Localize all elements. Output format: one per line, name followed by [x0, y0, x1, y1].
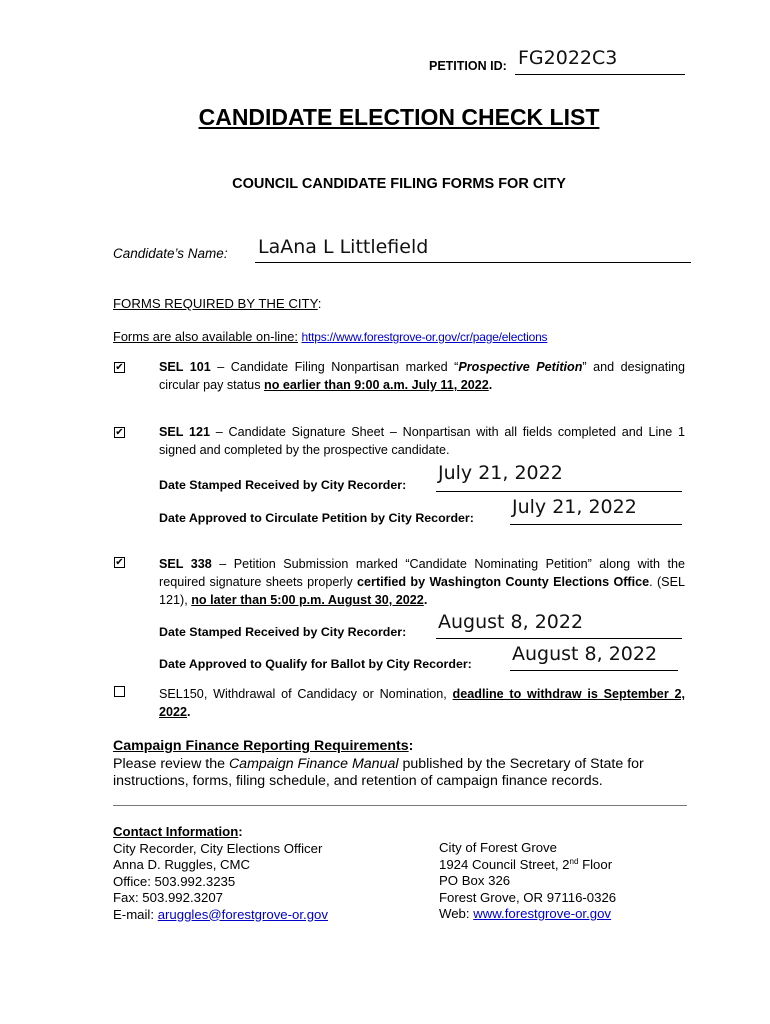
campaign-finance-heading: Campaign Finance Reporting Requirements — [113, 738, 409, 754]
page-title: CANDIDATE ELECTION CHECK LIST — [198, 104, 600, 130]
sel-121-item — [159, 423, 685, 459]
city-web-row — [439, 906, 616, 923]
contact-heading-colon: : — [238, 824, 243, 839]
contact-right — [439, 840, 616, 923]
sel-101-end: . — [488, 378, 493, 392]
sel-121-approved-label: Date Approved to Circulate Petition by City Recorder: — [159, 511, 474, 525]
sel-338-certified: certified by Washington County Elections Office — [357, 575, 650, 589]
sel-121-received-label: Date Stamped Received by City Recorder: — [159, 478, 407, 492]
sel-101-item — [159, 358, 685, 394]
contact-left — [113, 824, 328, 923]
sel-121-approved-date[interactable]: July 21, 2022 — [512, 496, 637, 518]
sel-338-received-label: Date Stamped Received by City Recorder: — [159, 625, 407, 639]
elections-link[interactable]: https://www.forestgrove-or.gov/cr/page/elections — [301, 330, 548, 344]
email-link[interactable]: aruggles@forestgrove-or.gov — [157, 906, 328, 922]
sel-338-text-cont: . (SEL 121), — [159, 575, 685, 607]
contact-heading: Contact Information — [113, 824, 239, 839]
sel-101-deadline: no earlier than 9:00 a.m. July 11, 2022 — [264, 378, 489, 392]
sel-338-received-date[interactable]: August 8, 2022 — [438, 611, 584, 633]
page-subtitle: COUNCIL CANDIDATE FILING FORMS FOR CITY — [232, 176, 566, 192]
campaign-manual-title: Campaign Finance Manual — [228, 755, 399, 772]
candidate-name-field[interactable]: LaAna L Littlefield — [258, 236, 429, 258]
sel-338-deadline: no later than 5:00 p.m. August 30, 2022 — [191, 593, 424, 607]
contact-role: City Recorder, City Elections Officer — [113, 840, 323, 856]
sel-121-received-date[interactable]: July 21, 2022 — [438, 462, 563, 484]
email-label: E-mail: — [113, 906, 158, 922]
sel-121-checkbox[interactable]: ✔ — [115, 427, 124, 438]
campaign-finance-text — [113, 756, 687, 791]
sel-338-approved-date[interactable]: August 8, 2022 — [512, 643, 658, 665]
sel-150-item — [159, 685, 685, 721]
website-link[interactable]: www.forestgrove-or.gov — [473, 906, 612, 921]
sel-150-text: SEL150, Withdrawal of Candidacy or Nomination, — [159, 687, 453, 701]
city-address — [439, 857, 616, 874]
sel-121-text: – Candidate Signature Sheet – Nonpartisan with all fields completed and Line 1 signed and completed by the prospective candidate. — [159, 425, 685, 457]
forms-required-text: FORMS REQUIRED BY THE CITY — [113, 296, 318, 311]
city-state-zip: Forest Grove, OR 97116-0326 — [439, 889, 617, 905]
address-street: 1924 Council Street, 2 — [439, 856, 570, 872]
candidate-name-label: Candidate’s Name: — [113, 246, 228, 261]
sel-338-end: . — [423, 593, 428, 607]
address-floor: Floor — [578, 856, 613, 872]
forms-required-heading — [113, 296, 321, 311]
web-label: Web: — [439, 906, 474, 921]
petition-id-field[interactable]: FG2022C3 — [518, 47, 618, 69]
campaign-text-2: published by the Secretary of State for instructions, forms, filing schedule, and retention of campaign finance records. — [113, 755, 644, 789]
online-forms-text: Forms are also available on-line: — [113, 329, 298, 344]
section-divider — [113, 805, 687, 806]
address-sup: nd — [569, 856, 579, 866]
campaign-text-1: Please review the — [113, 755, 229, 772]
sel-101-text-cont: ” and designating circular pay status — [159, 360, 686, 392]
sel-338-checkbox[interactable]: ✔ — [115, 557, 124, 568]
city-name: City of Forest Grove — [439, 840, 557, 855]
city-po-box: PO Box 326 — [439, 873, 511, 888]
campaign-finance-colon: : — [408, 738, 414, 754]
sel-338-approved-label: Date Approved to Qualify for Ballot by City Recorder: — [159, 657, 472, 671]
contact-email-row — [113, 907, 328, 924]
petition-id-label: PETITION ID: — [429, 59, 507, 73]
sel-101-emphasis: Prospective Petition — [458, 360, 583, 374]
sel-101-text: – Candidate Filing Nonpartisan marked “ — [210, 360, 459, 374]
forms-required-colon: : — [317, 296, 322, 311]
sel-150-checkbox[interactable] — [114, 686, 125, 697]
sel-121-code: SEL 121 — [159, 425, 211, 439]
sel-101-code: SEL 101 — [159, 360, 211, 374]
sel-150-deadline: deadline to withdraw is September 2, 2022 — [159, 687, 685, 719]
sel-101-checkbox[interactable]: ✔ — [115, 362, 124, 373]
online-forms-note — [113, 329, 547, 344]
contact-person: Anna D. Ruggles, CMC — [113, 857, 251, 872]
contact-fax: Fax: 503.992.3207 — [113, 890, 223, 905]
sel-338-text: – Petition Submission marked “Candidate Nominating Petition” along with the required signature sheets properly — [159, 557, 685, 589]
contact-office-phone: Office: 503.992.3235 — [113, 873, 236, 889]
sel-150-end: . — [187, 705, 191, 719]
sel-338-code: SEL 338 — [159, 557, 212, 571]
sel-338-item — [159, 555, 685, 609]
campaign-finance-section — [113, 738, 687, 791]
